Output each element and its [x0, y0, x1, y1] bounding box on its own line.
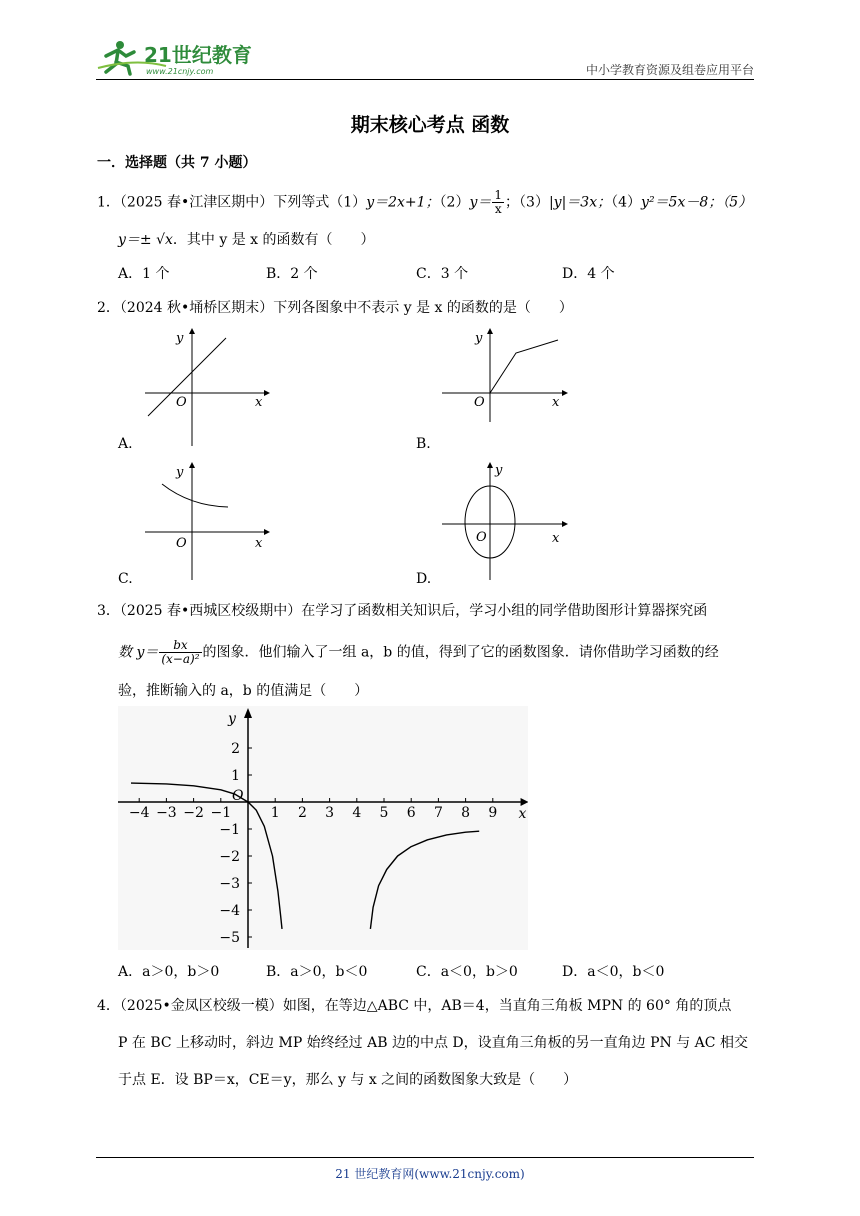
x-tick-label: −3	[156, 805, 177, 821]
y-tick-label: 1	[231, 768, 240, 784]
header-platform-text: 中小学教育资源及组卷应用平台	[585, 63, 754, 77]
header-divider	[96, 79, 754, 80]
equation: |y|＝3x；	[548, 194, 612, 211]
question-number: 2．	[97, 300, 120, 316]
option-b[interactable]: B．2 个	[266, 266, 318, 282]
question-source: （2025•金凤区校级一模）	[119, 998, 283, 1014]
origin-label: O	[476, 530, 487, 545]
question-3-line-2	[118, 639, 719, 666]
option-d-label[interactable]: D.	[416, 571, 432, 587]
question-text: ．其中 y 是 x 的函数有（ ）	[172, 232, 375, 248]
fraction-denominator: (x−a)²	[161, 652, 200, 666]
x-axis-label: x	[255, 395, 263, 410]
fraction-numerator: bx	[159, 639, 201, 653]
y-axis-label: y	[495, 463, 503, 478]
x-axis-label: x	[552, 395, 560, 410]
question-text: 下列等式（1）	[273, 194, 367, 211]
x-tick-label: 7	[433, 805, 443, 821]
question-number: 3．	[97, 603, 120, 619]
option-c-label[interactable]: C.	[118, 571, 133, 587]
question-text: 在学习了函数相关知识后，学习小组的同学借助图形计算器探究函	[301, 603, 708, 619]
y-axis-label: y	[176, 331, 184, 346]
footer-divider	[96, 1157, 754, 1158]
question-4-line-2: P 在 BC 上移动时，斜边 MP 始终经过 AB 边的中点 D，设直角三角板的另一直角边 PN 与 AC 相交	[118, 1035, 748, 1051]
origin-label: O	[176, 536, 187, 551]
question-number: 1．	[97, 194, 120, 211]
question-text: 下列各图象中不表示 y 是 x 的函数的是（ ）	[273, 300, 573, 316]
graph-b	[440, 328, 570, 423]
option-d[interactable]: D．a＜0，b＜0	[562, 964, 665, 980]
option-a[interactable]: A．1 个	[118, 266, 170, 282]
question-4-line-1	[97, 996, 731, 1016]
fraction	[159, 639, 201, 666]
y-axis-label: y	[475, 331, 483, 346]
x-tick-label: 6	[406, 805, 416, 821]
y-tick-label: −3	[219, 876, 240, 892]
question-text: （4）	[611, 194, 642, 211]
x-tick-label: 4	[352, 805, 362, 821]
origin-label: O	[474, 395, 485, 410]
graph-d	[440, 462, 570, 582]
equation: y²＝5x－8；（5）	[641, 194, 753, 211]
graph-background	[118, 706, 528, 950]
question-source: （2024 秋•埇桥区期末）	[119, 300, 274, 316]
origin-label: O	[232, 788, 244, 804]
equation: y＝± √x	[118, 232, 173, 248]
site-logo	[96, 38, 266, 78]
function-graph	[118, 706, 528, 950]
option-a[interactable]: A．a＞0，b＞0	[118, 964, 220, 980]
y-tick-label: −1	[219, 822, 240, 838]
option-a-label[interactable]: A.	[118, 436, 133, 452]
question-text: （2）	[439, 194, 470, 211]
question-3-line-3	[118, 681, 368, 701]
x-tick-label: −1	[210, 805, 232, 821]
question-2-line-1	[97, 298, 573, 318]
x-tick-label: 1	[270, 805, 280, 821]
option-d[interactable]: D．4 个	[562, 266, 615, 282]
y-axis-label: y	[176, 465, 184, 480]
origin-label: O	[176, 395, 187, 410]
y-axis-label: y	[228, 711, 236, 727]
question-text: ；（3）	[505, 194, 549, 211]
y-tick-label: −4	[219, 903, 240, 919]
equation: 数 y＝	[118, 644, 159, 661]
x-tick-label: 9	[488, 805, 498, 821]
option-c[interactable]: C．a＜0，b＞0	[416, 964, 518, 980]
question-number: 4．	[97, 998, 120, 1014]
fraction-denominator: x	[494, 202, 502, 216]
x-tick-label: 5	[379, 805, 389, 821]
x-axis-label: x	[552, 531, 560, 546]
fraction-numerator: 1	[494, 188, 503, 202]
question-source: （2025 春•西城区校级期中）	[119, 603, 302, 619]
graph-a	[140, 328, 270, 448]
question-1-line-1	[97, 189, 752, 216]
option-b-label[interactable]: B.	[416, 436, 431, 452]
question-1-line-2	[118, 230, 375, 250]
x-axis-label: x	[255, 536, 263, 551]
fraction	[492, 189, 504, 216]
logo-text: 21世纪教育	[144, 43, 252, 67]
y-tick-label: 2	[231, 741, 240, 757]
x-tick-label: 8	[461, 805, 471, 821]
option-b[interactable]: B．a＞0，b＜0	[266, 964, 368, 980]
logo-url: www.21cnjy.com	[146, 67, 214, 76]
footer-text: 21 世纪教育网(www.21cnjy.com)	[335, 1167, 525, 1181]
x-tick-label: −4	[128, 805, 150, 821]
question-4-line-3: 于点 E．设 BP＝x，CE＝y，那么 y 与 x 之间的函数图象大致是（ ）	[118, 1072, 578, 1088]
equation: y＝	[469, 194, 492, 211]
y-tick-label: −5	[219, 930, 240, 946]
question-text: 的图象．他们输入了一组 a，b 的值，得到了它的函数图象．请你借助学习函数的经	[202, 644, 719, 661]
graph-c	[140, 462, 270, 582]
x-tick-label: 3	[325, 805, 335, 821]
question-source: （2025 春•江津区期中）	[119, 194, 274, 211]
question-text: 验，推断输入的 a，b 的值满足（ ）	[118, 683, 369, 699]
option-c[interactable]: C．3 个	[416, 266, 469, 282]
x-axis-label: x	[518, 806, 527, 822]
question-3-line-1	[97, 601, 707, 621]
question-text: 如图，在等边△ABC 中，AB＝4，当直角三角板 MPN 的 60° 角的顶点	[282, 998, 732, 1014]
y-tick-label: −2	[219, 849, 240, 865]
page-title: 期末核心考点 函数	[350, 114, 510, 136]
equation: y＝2x+1；	[366, 194, 440, 211]
runner-logo-icon	[96, 38, 266, 78]
x-tick-label: 2	[297, 805, 307, 821]
section-heading: 一．选择题（共 7 小题）	[97, 155, 257, 171]
x-tick-label: −2	[183, 805, 204, 821]
